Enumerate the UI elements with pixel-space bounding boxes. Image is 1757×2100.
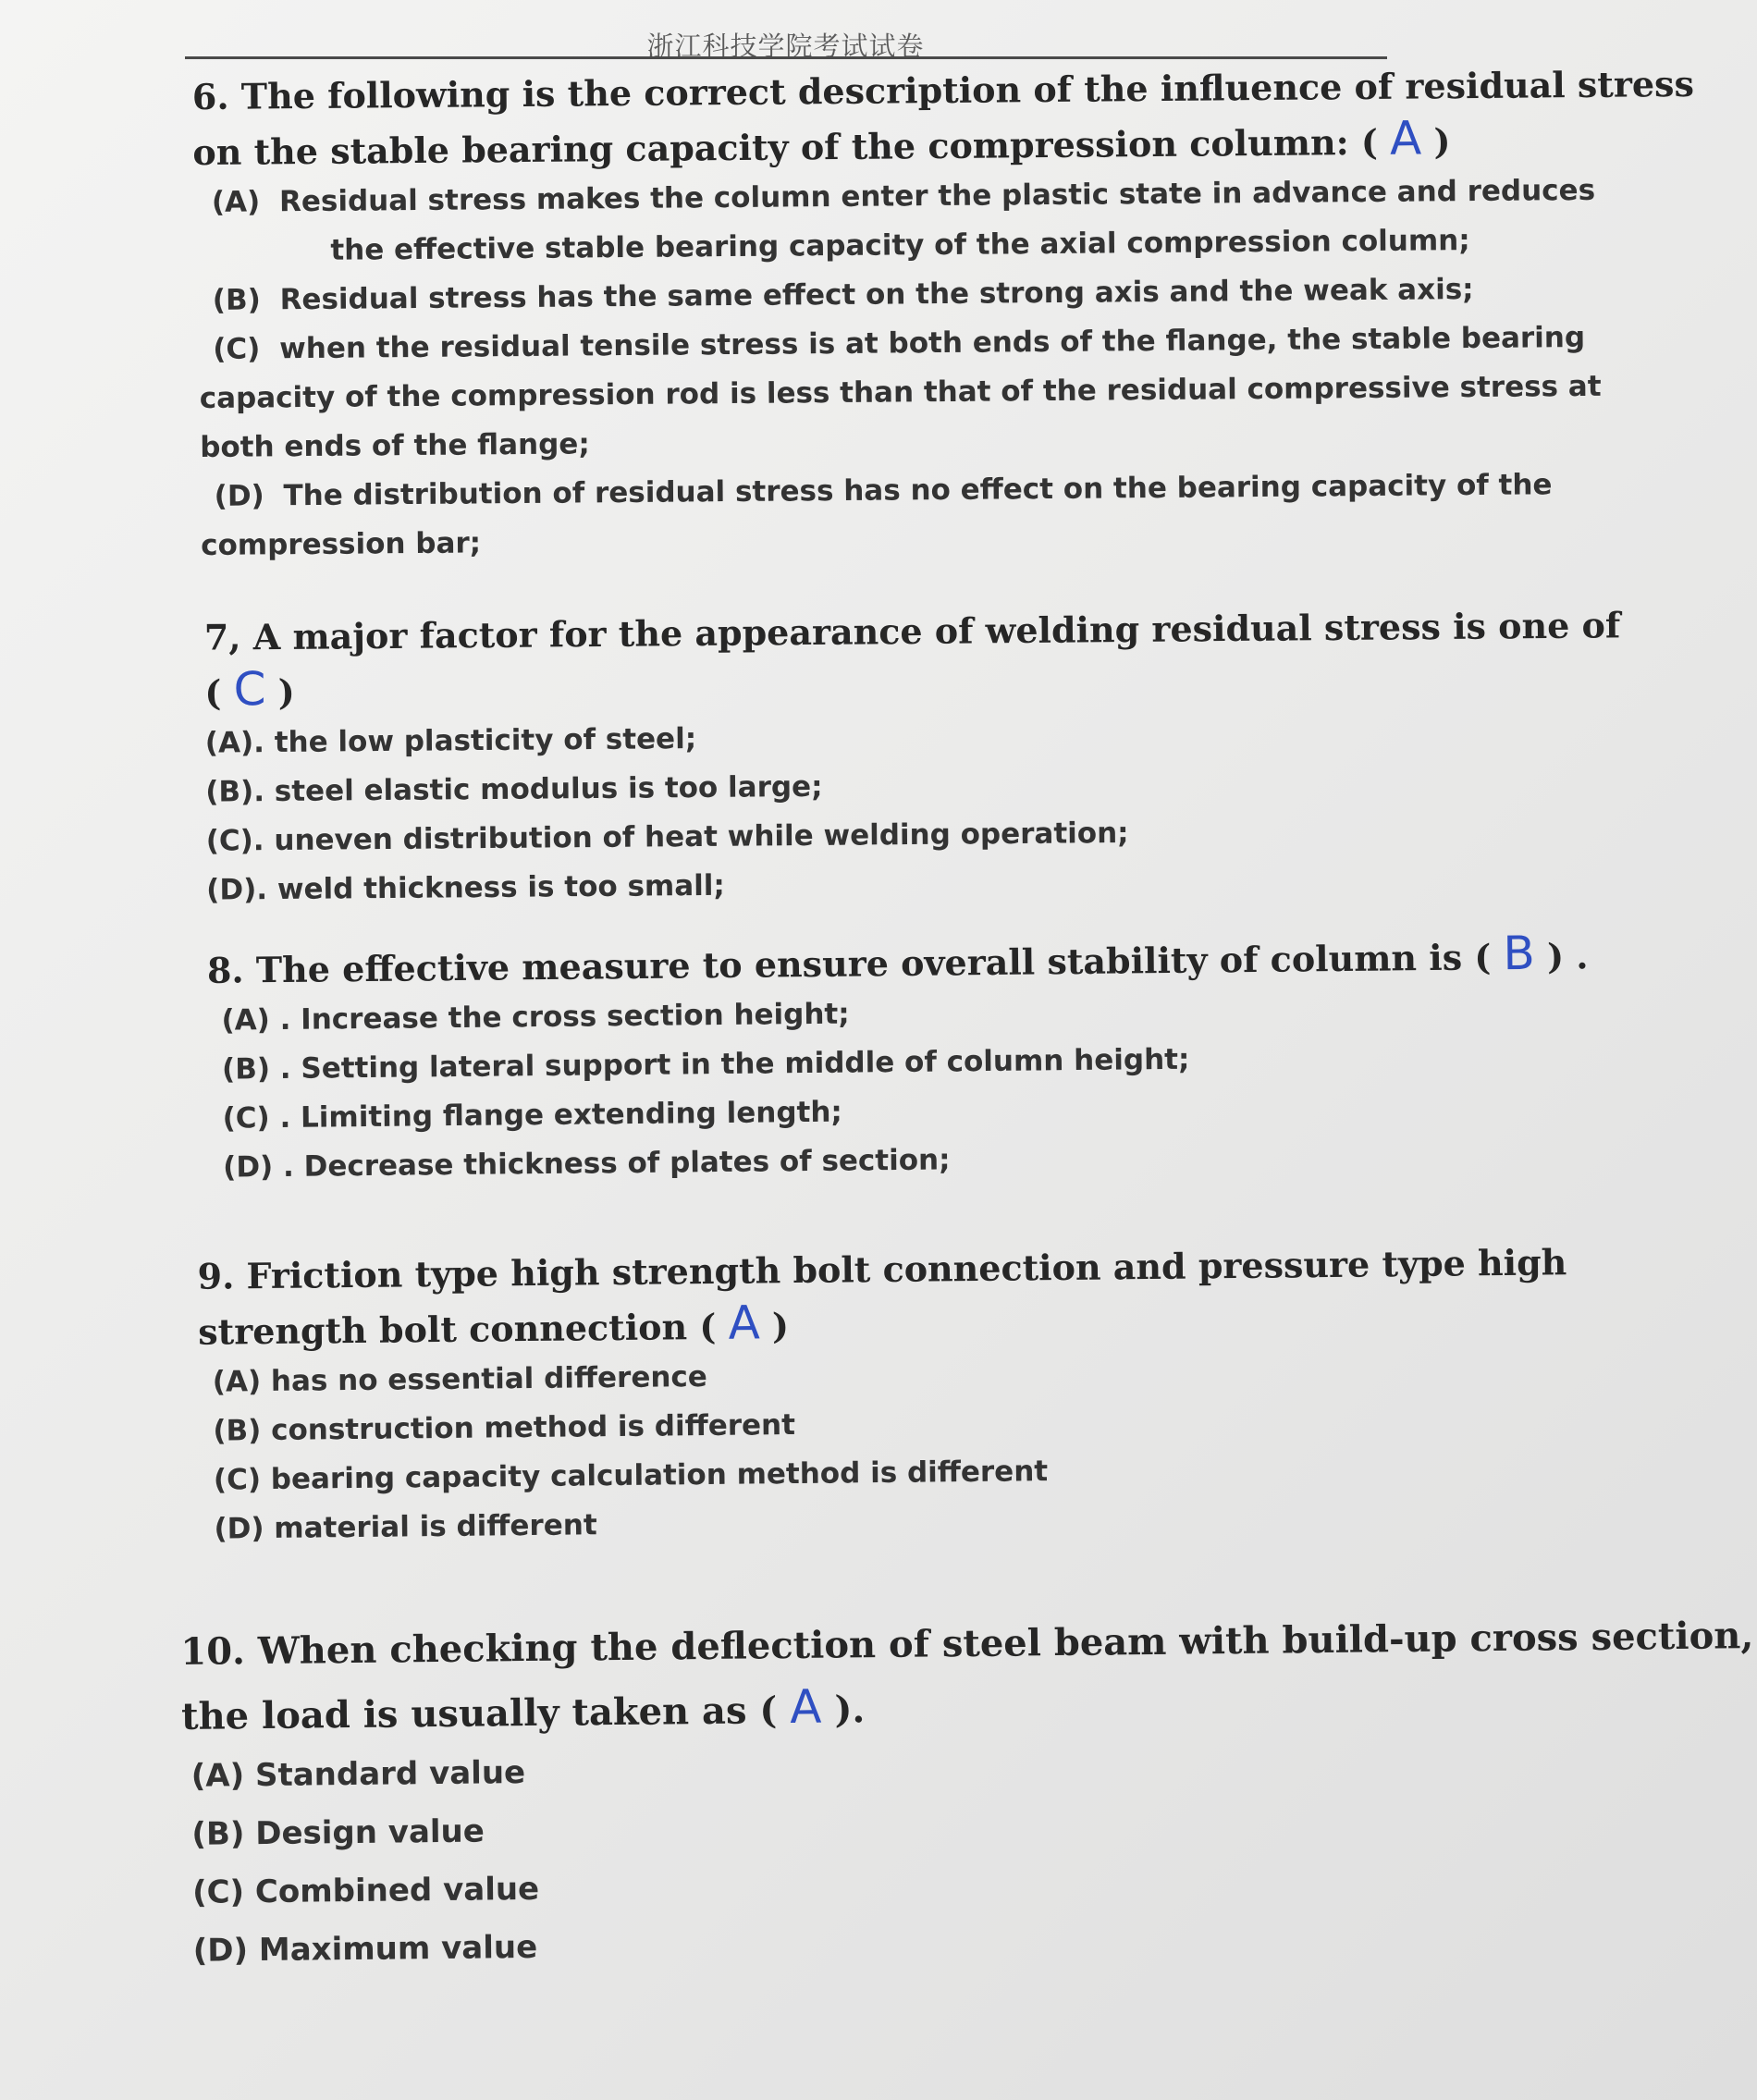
q10-option-b: (B) Design value [191, 1812, 485, 1853]
q9-option-b: (B) construction method is different [213, 1408, 796, 1448]
q6-option-a-text: Residual stress makes the column enter the plastic state in advance and reduces [278, 173, 1596, 219]
q10-option-d: (D) Maximum value [192, 1928, 538, 1970]
q9-stem-text: strength bolt connection ( [198, 1305, 717, 1353]
q6-close-paren: ) [1433, 120, 1451, 163]
q9-option-c: (C) bearing capacity calculation method is different [213, 1455, 1049, 1497]
q6-line-1: 6. The following is the correct description of the influence of residual stress [191, 62, 1695, 118]
header-rule [185, 56, 1387, 59]
q7-option-b: (B). steel elastic modulus is too large; [205, 769, 823, 809]
q6-handwritten-answer: A [1389, 111, 1422, 166]
q7-close-paren: ) [277, 670, 295, 713]
question-10 [180, 1605, 1757, 1981]
q10-option-a: (A) Standard value [190, 1754, 526, 1795]
q7-line-1: 7, A major factor for the appearance of welding residual stress is one of [203, 604, 1621, 658]
q6-option-a-label: (A) [211, 185, 261, 219]
question-7 [204, 599, 1623, 915]
question-9 [197, 1236, 1569, 1554]
q6-option-d-label: (D) [214, 479, 264, 513]
q9-option-a: (A) has no essential difference [212, 1359, 708, 1399]
q6-stem-text: on the stable bearing capacity of the compression column: ( [192, 120, 1379, 174]
q8-option-c: (C) . Limiting flange extending length; [222, 1095, 843, 1136]
q6-option-c-cont-2: both ends of the flange; [200, 427, 590, 465]
question-8 [207, 927, 1591, 1193]
q6-option-c-cont-1: capacity of the compression rod is less than that of the residual compressive stress at [199, 369, 1602, 416]
question-6 [192, 58, 1699, 571]
q6-option-d-text: The distribution of residual stress has no effect on the bearing capacity of the [283, 468, 1553, 513]
q10-handwritten-answer: A [789, 1679, 822, 1735]
q8-option-d: (D) . Decrease thickness of plates of section; [222, 1143, 951, 1185]
q9-line-1: 9. Friction type high strength bolt connection and pressure type high [197, 1241, 1567, 1297]
q8-stem-text: 8. The effective measure to ensure overall stability of column is ( [206, 936, 1492, 991]
q6-option-d-cont: compression bar; [200, 526, 482, 563]
q6-option-c-label: (C) [213, 332, 261, 366]
q7-option-c: (C). uneven distribution of heat while welding operation; [205, 816, 1129, 858]
q7-open-paren: ( [204, 671, 222, 714]
q10-stem-text: the load is usually taken as ( [180, 1689, 778, 1738]
q10-option-c: (C) Combined value [191, 1870, 540, 1911]
exam-header: 浙江科技学院考试试卷 [646, 31, 925, 62]
q9-option-d: (D) material is different [214, 1508, 597, 1546]
q8-handwritten-answer: B [1503, 926, 1536, 981]
q7-option-a: (A). the low plasticity of steel; [204, 722, 697, 760]
q9-handwritten-answer: A [728, 1296, 761, 1350]
q9-close-paren: ) [771, 1305, 790, 1347]
q10-line-1: 10. When checking the deflection of steel beam with build-up cross section, [180, 1614, 1754, 1674]
q8-close-paren: ) . [1546, 935, 1589, 977]
q7-option-d: (D). weld thickness is too small; [206, 868, 725, 907]
q6-option-c-text: when the residual tensile stress is at both ends of the flange, the stable bearing [279, 320, 1586, 366]
q6-option-a-cont: the effective stable bearing capacity of the axial compression column; [330, 224, 1470, 267]
q6-option-b-text: Residual stress has the same effect on the strong axis and the weak axis; [279, 273, 1474, 317]
q10-close-paren: ). [834, 1688, 866, 1732]
q8-option-b: (B) . Setting lateral support in the middle of column height; [221, 1042, 1190, 1087]
q7-handwritten-answer: C [233, 662, 266, 717]
q6-option-b-label: (B) [212, 283, 261, 317]
q8-option-a: (A) . Increase the cross section height; [221, 997, 850, 1038]
